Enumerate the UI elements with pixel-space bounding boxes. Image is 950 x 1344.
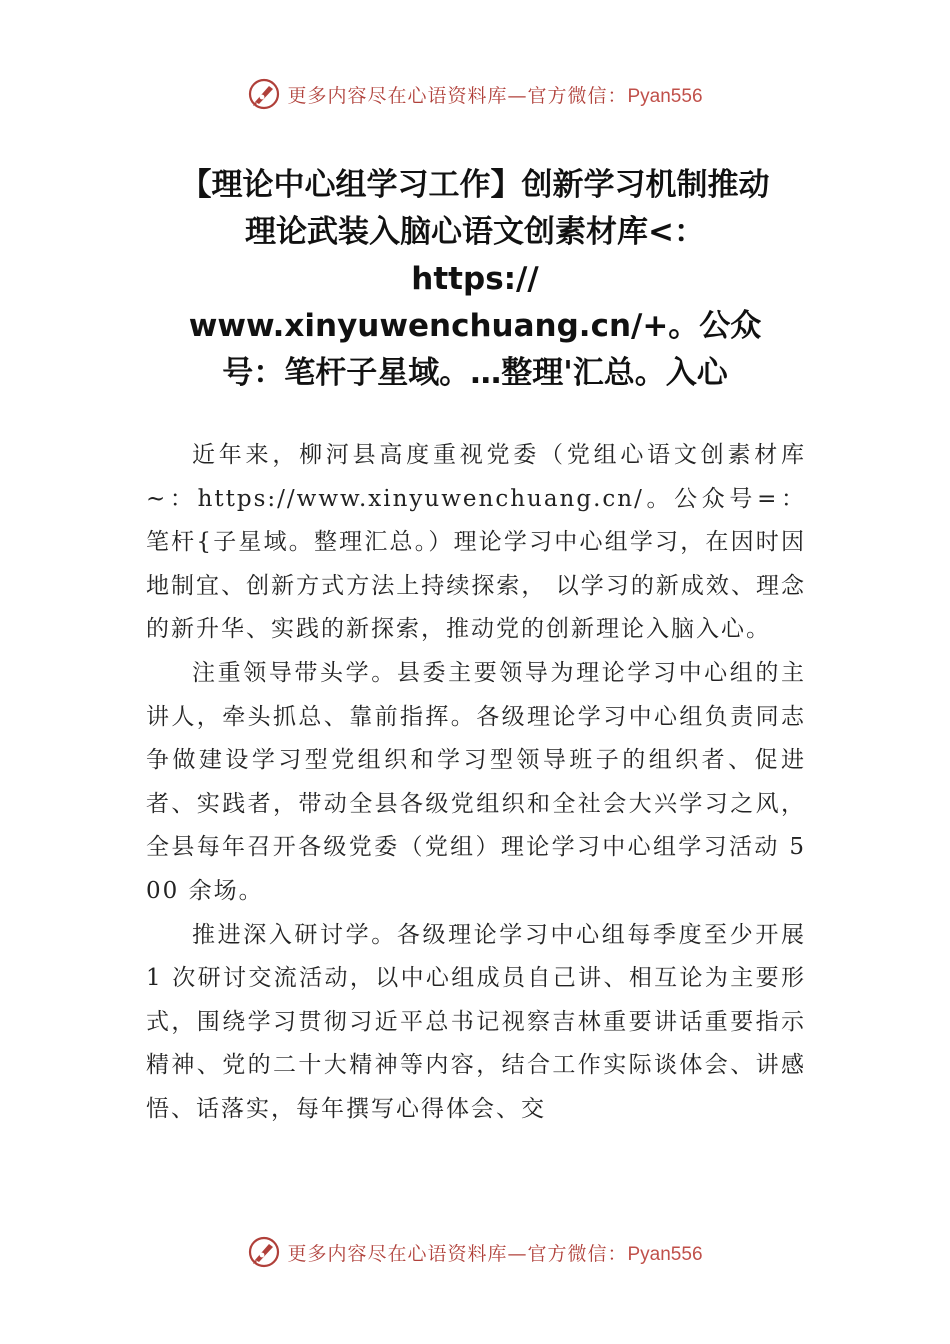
header-banner [0,74,950,114]
header-brand-text: 更多内容尽在心语资料库 [287,84,508,107]
footer-banner-text [287,1239,702,1266]
document-body [146,434,806,1132]
body-paragraph: 注重领导带头学。县委主要领导为理论学习中心组的主讲人，牵头抓总、靠前指挥。各级理论学习中心组负责同志争做建设学习型党组织和学习型领导班子的组织者、促进者、实践者，带动全县各级党组织和全社会大兴学习之风，全县每年召开各级党委（党组）理论学习中心组学习活动 500 余场。 [146,659,806,904]
footer-wechat-label: 官方微信： [527,1242,628,1265]
title-line: 号：笔杆子星域。…整理'汇总。入心 [222,355,728,391]
title-line: https:// [411,261,539,297]
title-line: 【理论中心组学习工作】创新学习机制推动 [180,167,770,203]
footer-banner [0,1232,950,1272]
footer-wechat-id: Pyan556 [627,1243,703,1265]
header-wechat-label: 官方微信： [527,84,628,107]
pen-circle-logo-icon [247,1235,281,1269]
title-line: www.xinyuwenchuang.cn/+。公众 [188,308,762,344]
body-paragraph: 近年来，柳河县高度重视党委（党组心语文创素材库~：https://www.xinyuwenchuang.cn/。公众号=：笔杆{子星域。整理汇总。）理论学习中心组学习，在因时因地制宜、创新方式方法上持续探索， 以学习的新成效、理念的新升华、实践的新探索，推动党的创新理论入脑入心。 [146,442,806,643]
footer-brand-text: 更多内容尽在心语资料库 [287,1242,508,1265]
header-separator: — [507,84,528,107]
body-paragraph: 推进深入研讨学。各级理论学习中心组每季度至少开展 1 次研讨交流活动，以中心组成员自己讲、相互论为主要形式，围绕学习贯彻习近平总书记视察吉林重要讲话重要指示精神、党的二十大精神等内容，结合工作实际谈体会、讲感悟、话落实，每年撰写心得体会、交 [146,921,806,1122]
header-wechat-id: Pyan556 [627,85,703,107]
document-title [120,162,830,397]
pen-circle-logo-icon [247,77,281,111]
footer-separator: — [507,1242,528,1265]
header-banner-text [287,81,702,108]
title-line: 理论武装入脑心语文创素材库<： [245,214,705,250]
